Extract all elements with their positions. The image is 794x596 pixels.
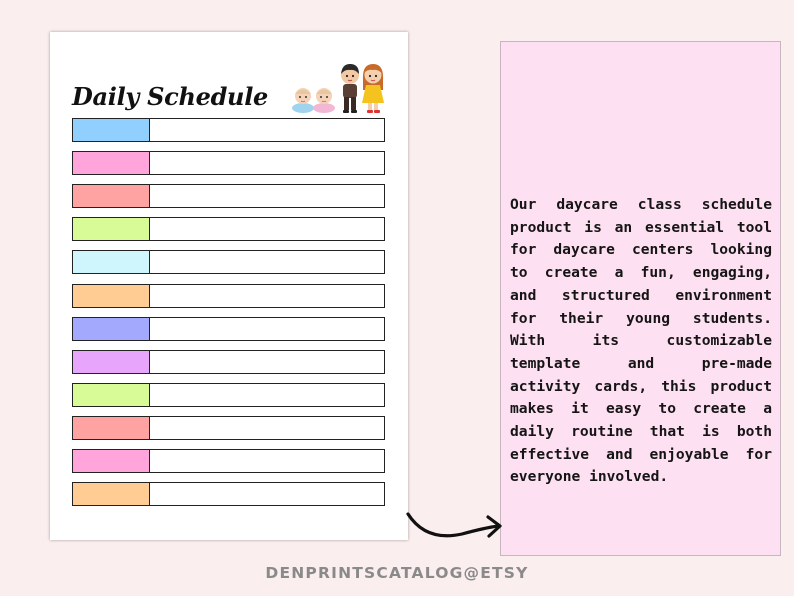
- color-chip: [73, 483, 150, 505]
- color-chip: [73, 119, 150, 141]
- schedule-row: [72, 284, 385, 308]
- activity-slot: [150, 285, 384, 307]
- schedule-row: [72, 383, 385, 407]
- color-chip: [73, 384, 150, 406]
- color-chip: [73, 152, 150, 174]
- schedule-row: [72, 151, 385, 175]
- schedule-row: [72, 118, 385, 142]
- color-chip: [73, 218, 150, 240]
- description-text: Our daycare class schedule product is an essential tool for daycare centers looking to create a fun, engaging, and structured environment for their young students. With its customizable template and pre-made activity cards, this product makes it easy to create a daily routine that is both effective and enjoyable for everyone involved.: [510, 196, 772, 486]
- schedule-row: [72, 250, 385, 274]
- schedule-row: [72, 217, 385, 241]
- schedule-row: [72, 449, 385, 473]
- activity-slot: [150, 450, 384, 472]
- activity-slot: [150, 119, 384, 141]
- schedule-row: [72, 482, 385, 506]
- activity-slot: [150, 218, 384, 240]
- color-chip: [73, 318, 150, 340]
- activity-slot: [150, 417, 384, 439]
- activity-slot: [150, 351, 384, 373]
- color-chip: [73, 351, 150, 373]
- activity-slot: [150, 318, 384, 340]
- schedule-row: [72, 416, 385, 440]
- baby-icon: [313, 88, 335, 113]
- children-illustration: [286, 60, 392, 116]
- description-panel: [500, 41, 781, 556]
- girl-icon: [362, 64, 384, 113]
- schedule-row: [72, 184, 385, 208]
- activity-slot: [150, 251, 384, 273]
- color-chip: [73, 251, 150, 273]
- activity-slot: [150, 152, 384, 174]
- color-chip: [73, 285, 150, 307]
- schedule-row: [72, 350, 385, 374]
- activity-slot: [150, 185, 384, 207]
- activity-slot: [150, 483, 384, 505]
- activity-slot: [150, 384, 384, 406]
- baby-icon: [292, 88, 314, 113]
- schedule-title: Daily Schedule: [72, 82, 268, 111]
- schedule-row: [72, 317, 385, 341]
- boy-icon: [341, 64, 359, 113]
- footer-shop-name: DENPRINTSCATALOG@ETSY: [265, 564, 529, 582]
- color-chip: [73, 450, 150, 472]
- curved-arrow-right-icon: [404, 500, 508, 550]
- color-chip: [73, 417, 150, 439]
- color-chip: [73, 185, 150, 207]
- schedule-sheet: [50, 32, 408, 540]
